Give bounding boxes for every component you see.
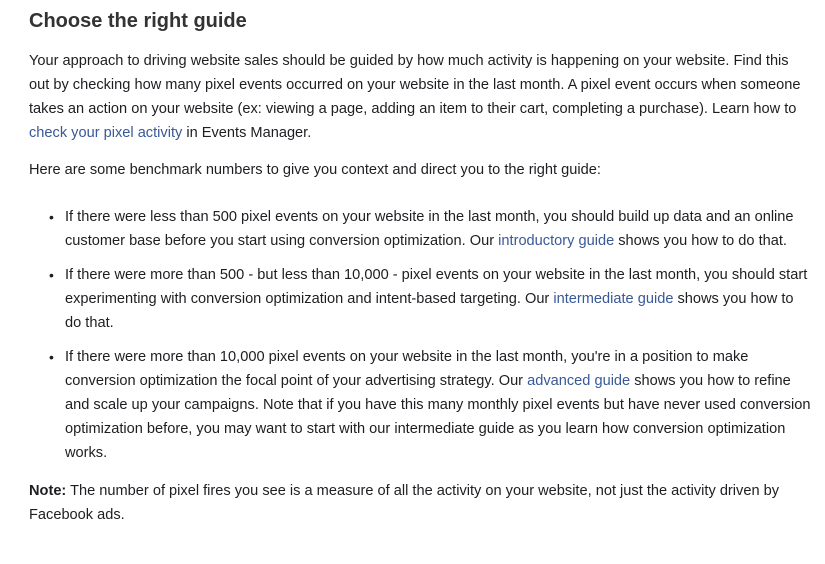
note-text: The number of pixel fires you see is a measure of all the activity on your website, not just the activity driven by Facebook ads. <box>29 483 780 523</box>
advanced-guide-link[interactable]: advanced guide <box>527 373 631 389</box>
page-title: Choose the right guide <box>29 10 247 32</box>
check-pixel-activity-link[interactable]: check your pixel activity <box>29 125 183 141</box>
note-paragraph <box>29 479 811 527</box>
benchmark-list <box>29 205 811 465</box>
list-item-text: If there were less than 500 pixel events on your website in the last month, you should build up data and an online customer base before you start using conversion optimization. Our <box>65 209 794 249</box>
list-item-text: If there were more than 10,000 pixel events on your website in the last month, you're in a position to make conversion optimization the focal point of your advertising strategy. Our <box>65 349 749 389</box>
list-item <box>29 205 811 253</box>
list-item-text-end: shows you how to do that. <box>614 233 787 249</box>
benchmark-lead: Here are some benchmark numbers to give you context and direct you to the right guide: <box>29 162 601 178</box>
list-item <box>29 263 811 335</box>
intro-text: Your approach to driving website sales should be guided by how much activity is happening on your website. Find this out by checking how many pixel events occurred on your website in the last month. A pixel event occurs when someone takes an action on your website (ex: viewing a page, adding an item to their cart, completing a purchase). Learn how to <box>29 53 801 117</box>
bullet-icon: • <box>49 349 54 365</box>
list-item-text-end: shows you how to refine and scale up your campaigns. Note that if you have this many monthly pixel events but have never used conversion optimization before, you may want to start with our intermediate guide as you learn how conversion optimization works. <box>65 373 811 461</box>
note-label: Note: <box>29 483 67 499</box>
intermediate-guide-link[interactable]: intermediate guide <box>553 291 674 307</box>
list-item-text: If there were more than 500 - but less than 10,000 - pixel events on your website in the last month, you should start experimenting with conversion optimization and intent-based targeting. Our <box>65 267 808 307</box>
introductory-guide-link[interactable]: introductory guide <box>498 233 615 249</box>
bullet-icon: • <box>49 267 54 283</box>
bullet-icon: • <box>49 209 54 225</box>
intro-paragraph <box>29 49 811 145</box>
list-item <box>29 345 811 465</box>
list-item-text-end: shows you how to do that. <box>65 291 794 331</box>
intro-text-end: in Events Manager. <box>182 125 312 141</box>
